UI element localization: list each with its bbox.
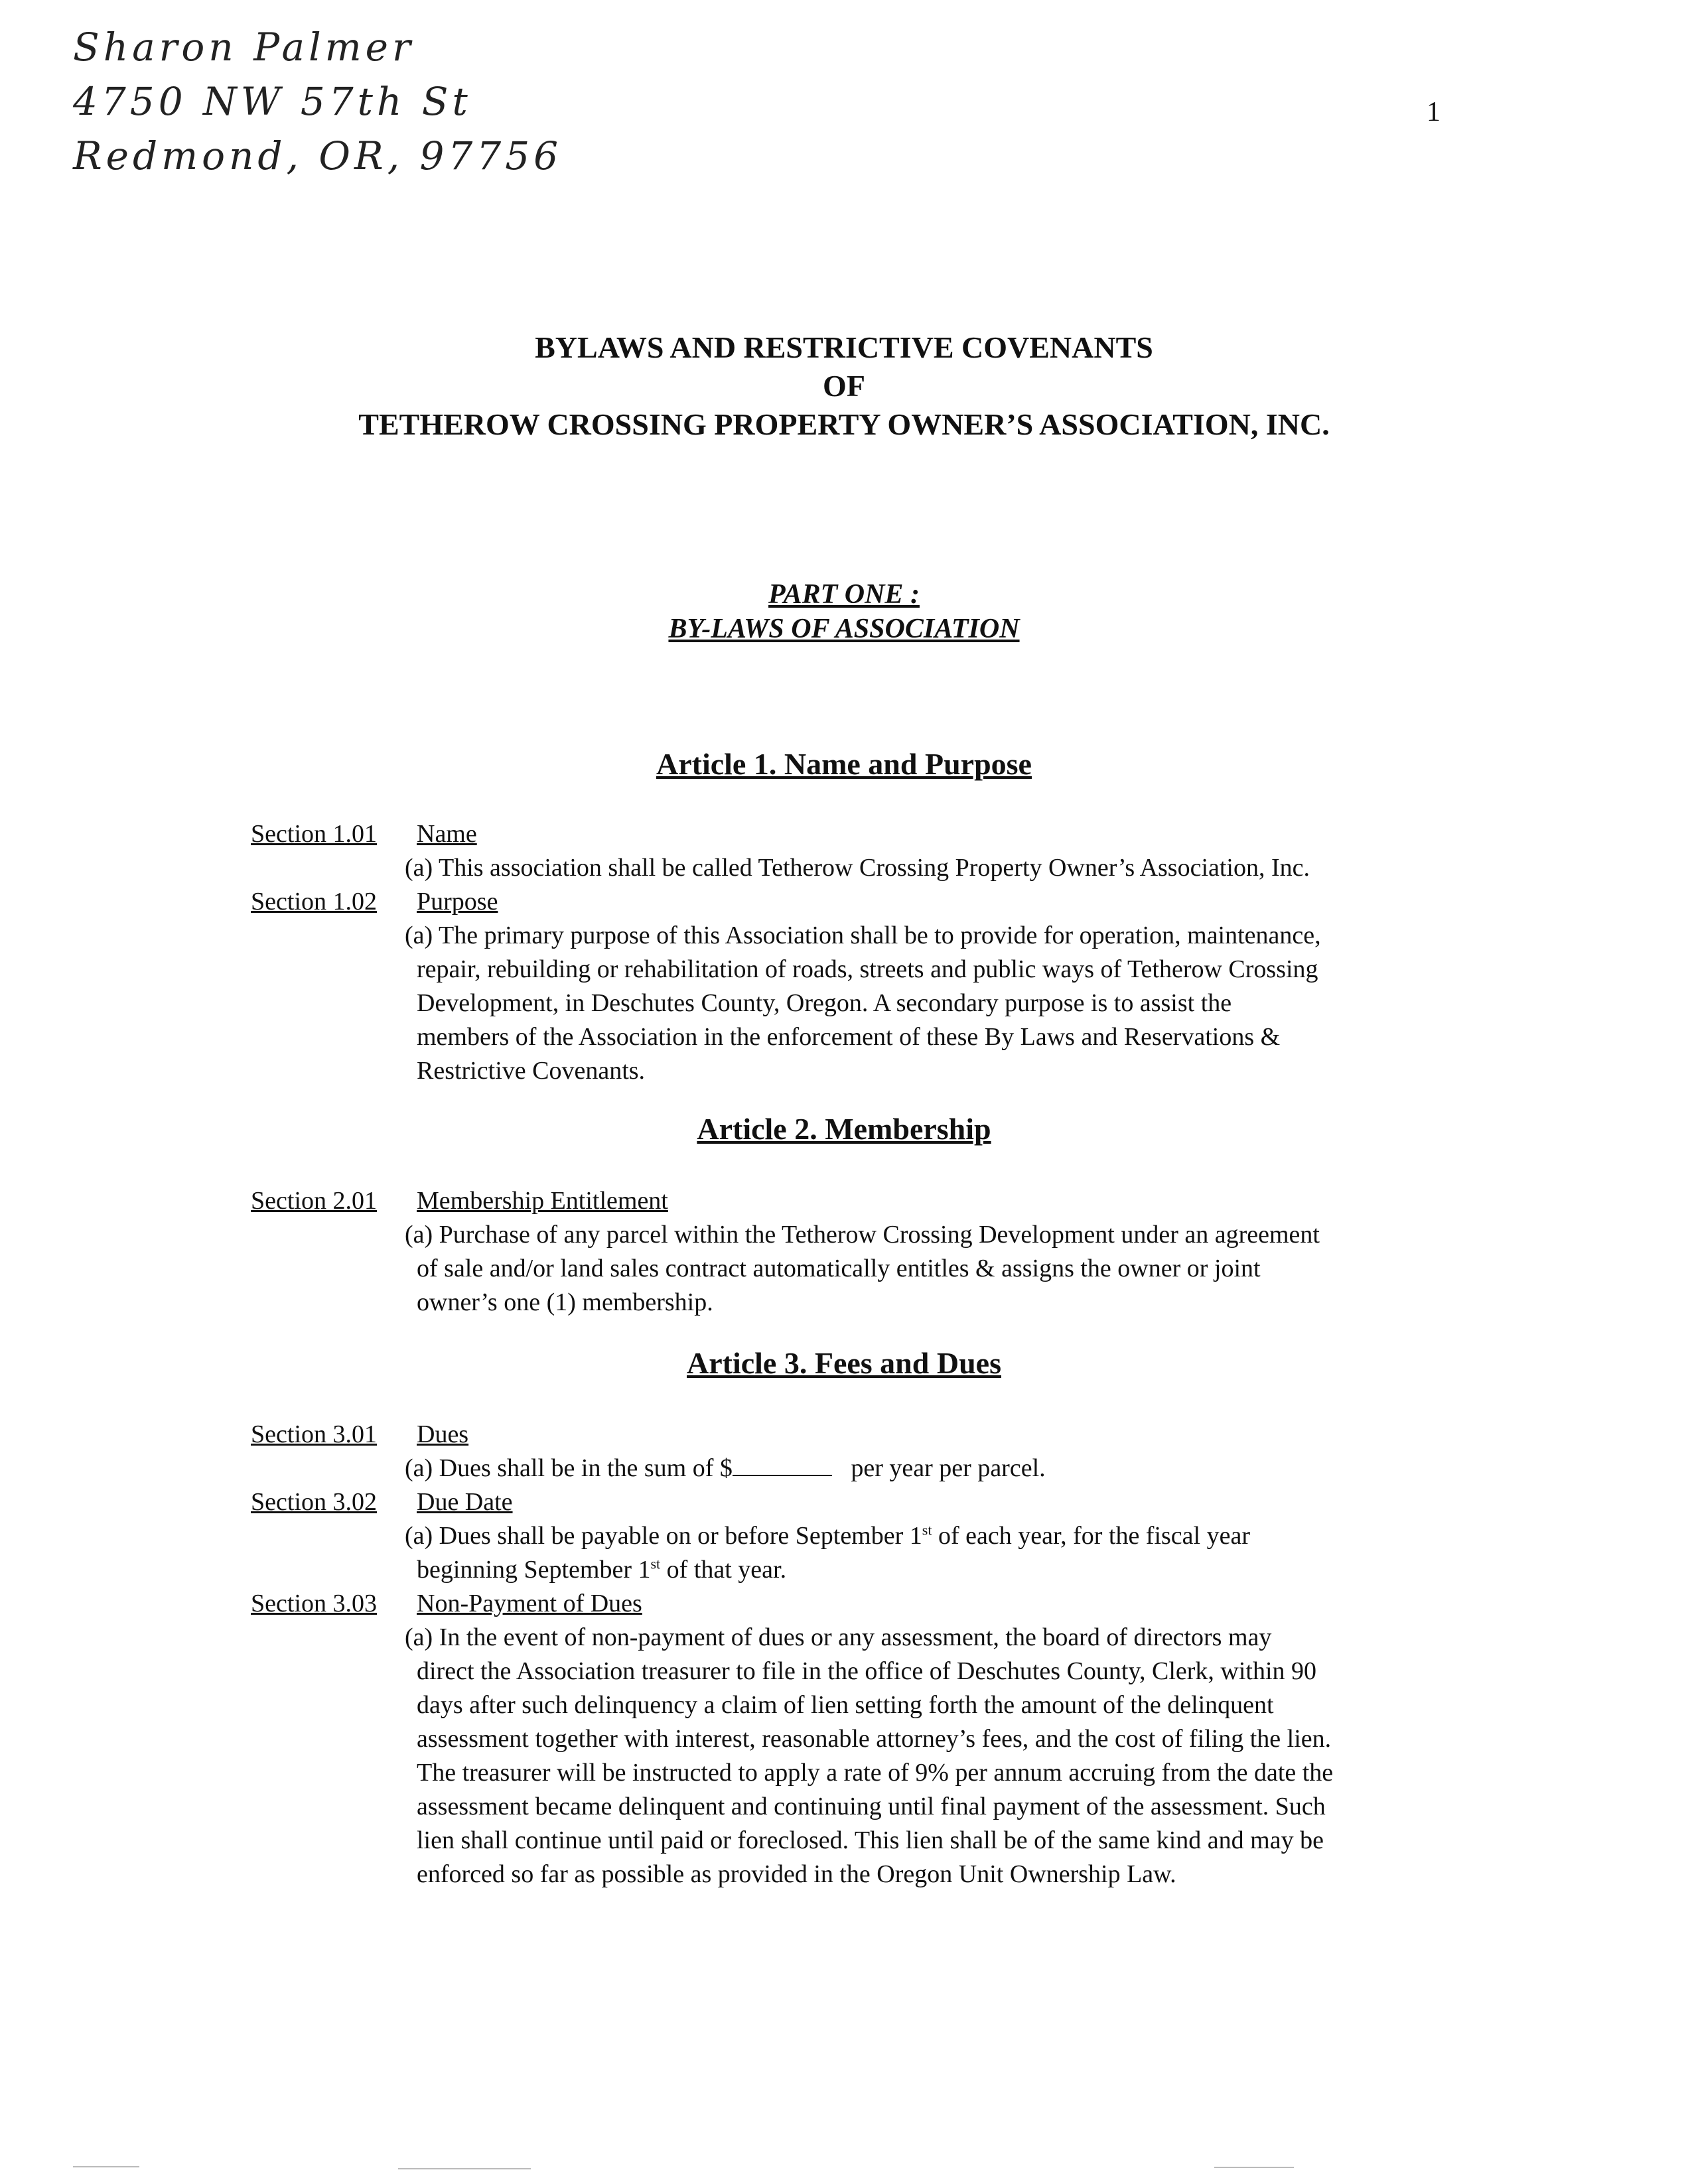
document-title [0,328,1688,444]
body-line: (a) In the event of non-payment of dues or any assessment, the board of directors may [405,1623,1272,1651]
body-line [405,1553,1440,1587]
section-title: Name [417,820,477,848]
section-title: Membership Entitlement [417,1187,668,1215]
text-run: of each year, for the fiscal year [932,1522,1250,1550]
section-number: Section 1.02 [251,888,377,916]
handwritten-address [73,20,562,183]
body-line: assessment together with interest, reasonable attorney’s fees, and the cost of filing the lien. [417,1725,1332,1753]
section-title: Non-Payment of Dues [417,1590,642,1617]
text-run: (a) Dues shall be payable on or before September 1 [405,1522,922,1550]
body-line: (a) Purchase of any parcel within the Tetherow Crossing Development under an agreement [405,1221,1320,1249]
handwritten-street: 4750 NW 57th St [73,79,472,124]
scan-artifact-line [1214,2167,1294,2168]
body-line: of sale and/or land sales contract automatically entitles & assigns the owner or joint [417,1255,1261,1282]
handwritten-name: Sharon Palmer [73,25,415,70]
part-line-2: BY-LAWS OF ASSOCIATION [668,614,1020,644]
part-heading [0,577,1688,646]
title-line-3: TETHEROW CROSSING PROPERTY OWNER’S ASSOCIATION, INC. [358,407,1330,441]
ordinal-suffix: st [650,1555,661,1572]
body-line: direct the Association treasurer to file in the office of Deschutes County, Clerk, within 90 [417,1657,1317,1685]
section-number: Section 3.02 [251,1488,377,1516]
page-number: 1 [1427,97,1441,127]
scan-artifact-line [398,2168,531,2169]
body-line: Restrictive Covenants. [417,1057,646,1085]
ordinal-suffix: st [922,1521,932,1538]
text-run: beginning September 1 [417,1556,651,1584]
body-line [405,1452,1440,1485]
section-number: Section 3.01 [251,1420,377,1448]
section-1-02-body [405,919,1440,1088]
article-3-heading: Article 3. Fees and Dues [687,1346,1001,1380]
dues-text-after: per year per parcel. [851,1454,1046,1482]
section-number: Section 1.01 [251,820,377,848]
body-line: The treasurer will be instructed to apply a rate of 9% per annum accruing from the date the [417,1759,1334,1787]
section-title: Due Date [417,1488,513,1516]
handwritten-city: Redmond, OR, 97756 [73,133,562,178]
title-line-2: OF [823,369,865,403]
article-1-heading: Article 1. Name and Purpose [656,747,1032,781]
section-number: Section 2.01 [251,1187,377,1215]
title-line-1: BYLAWS AND RESTRICTIVE COVENANTS [535,330,1153,364]
section-3-03-body [405,1621,1440,1891]
body-line: owner’s one (1) membership. [417,1288,713,1316]
body-line: (a) This association shall be called Tetherow Crossing Property Owner’s Association, Inc. [405,854,1310,882]
body-line: enforced so far as possible as provided in the Oregon Unit Ownership Law. [417,1860,1176,1888]
section-title: Purpose [417,888,498,916]
body-line: Development, in Deschutes County, Oregon. A secondary purpose is to assist the [417,989,1232,1017]
body-line: repair, rebuilding or rehabilitation of roads, streets and public ways of Tetherow Crossing [417,955,1318,983]
section-3-02-body [405,1519,1440,1587]
section-1-01-body [405,851,1440,885]
body-line: members of the Association in the enforcement of these By Laws and Reservations & [417,1023,1281,1051]
body-line: days after such delinquency a claim of lien setting forth the amount of the delinquent [417,1691,1274,1719]
scan-artifact-line [73,2166,139,2167]
text-run: of that year. [660,1556,787,1584]
body-line: assessment became delinquent and continuing until final payment of the assessment. Such [417,1793,1326,1820]
dues-amount-blank[interactable] [733,1452,832,1476]
section-title: Dues [417,1420,469,1448]
body-line: (a) The primary purpose of this Association shall be to provide for operation, maintenance, [405,921,1321,949]
part-line-1: PART ONE : [768,579,920,610]
body-line [405,1519,1440,1553]
article-2-heading: Article 2. Membership [697,1112,991,1146]
section-number: Section 3.03 [251,1590,377,1617]
section-2-01-body [405,1218,1440,1320]
section-3-01-body [405,1452,1440,1485]
dues-text-before: (a) Dues shall be in the sum of $ [405,1454,733,1482]
body-line: lien shall continue until paid or foreclosed. This lien shall be of the same kind and may be [417,1826,1324,1854]
